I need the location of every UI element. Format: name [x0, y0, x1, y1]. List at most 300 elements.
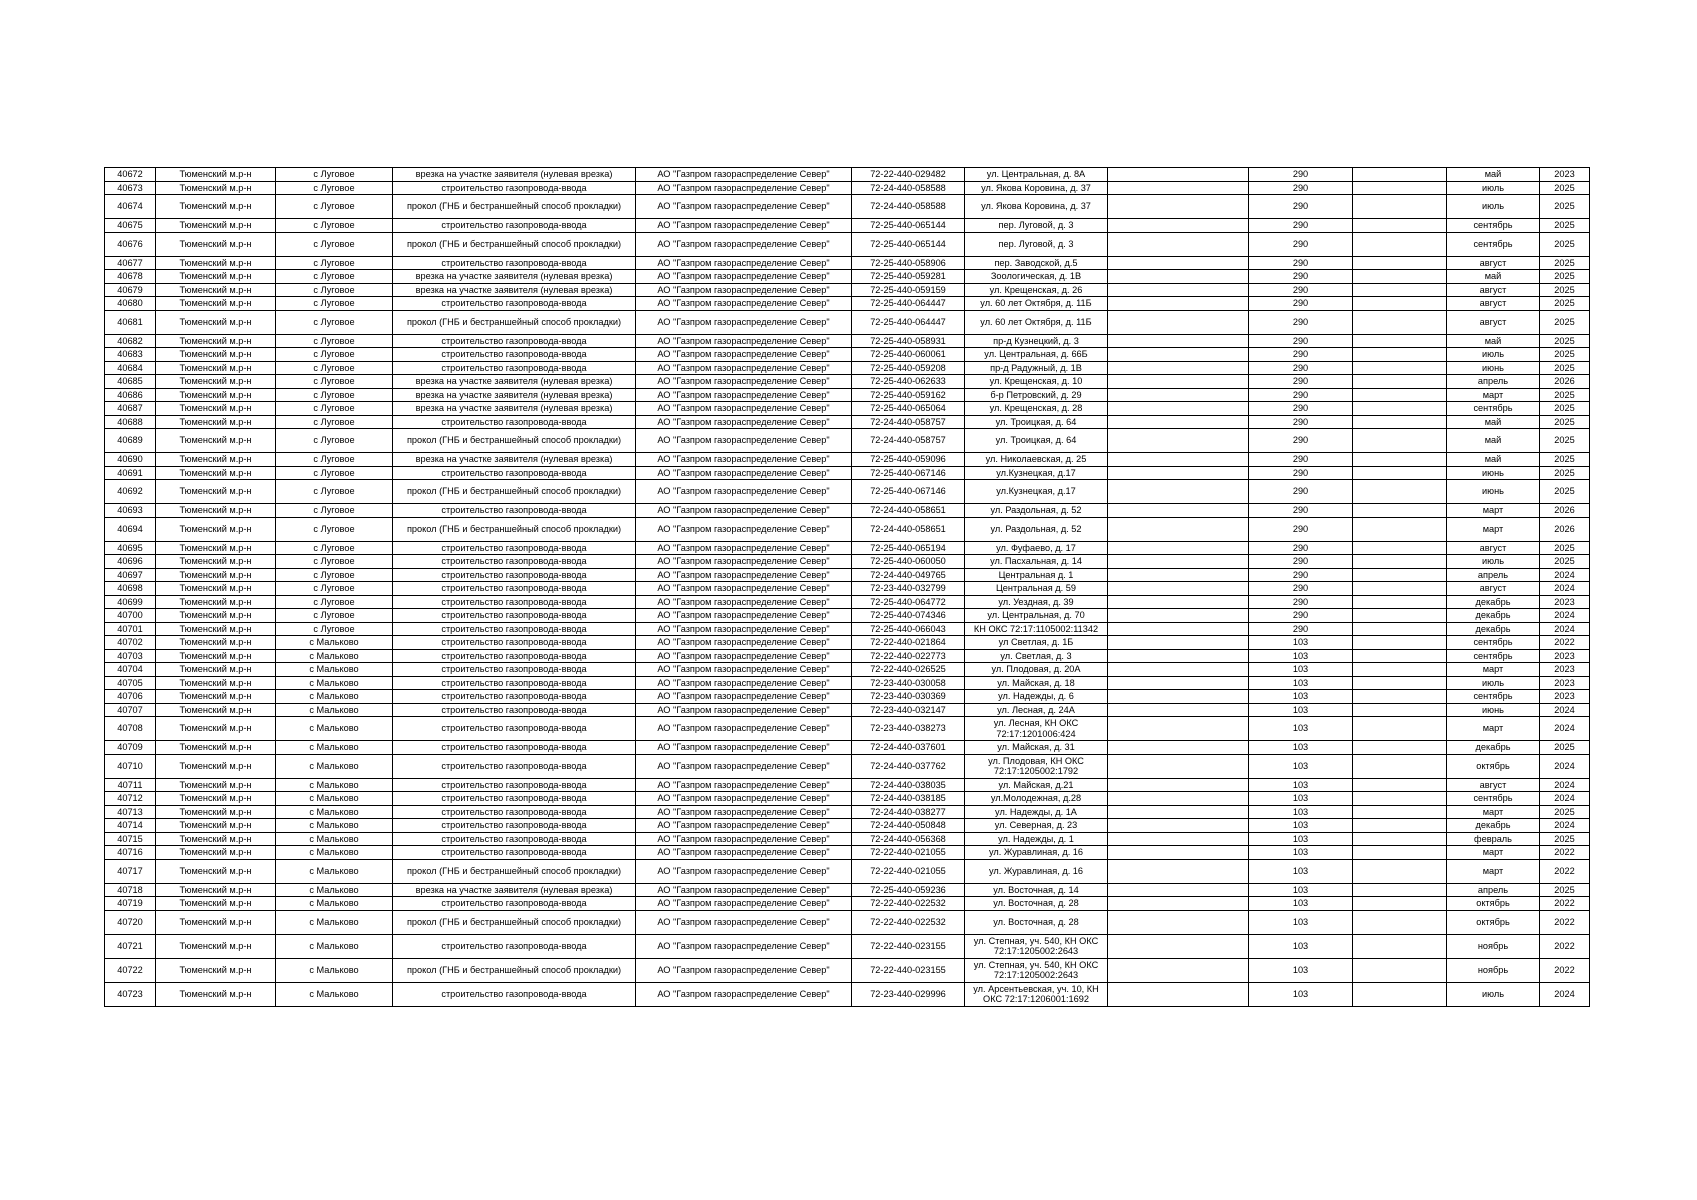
value-cell: 103 — [1249, 958, 1353, 982]
empty-cell — [1353, 859, 1447, 883]
work-type-cell: строительство газопровода-ввода — [393, 348, 636, 362]
district-cell: Тюменский м.р-н — [156, 232, 276, 256]
organization-cell: АО "Газпром газораспределение Север" — [636, 334, 852, 348]
year-cell: 2022 — [1540, 636, 1590, 650]
organization-cell: АО "Газпром газораспределение Север" — [636, 649, 852, 663]
address-cell: Центральная д. 59 — [965, 582, 1108, 596]
month-cell: июль — [1447, 195, 1540, 219]
table-row — [105, 703, 1590, 717]
settlement-cell: с Луговое — [276, 466, 393, 480]
id-cell: 40710 — [105, 754, 156, 778]
settlement-cell: с Луговое — [276, 297, 393, 311]
work-type-cell: врезка на участке заявителя (нулевая врезка) — [393, 402, 636, 416]
empty-cell — [1353, 466, 1447, 480]
request-code-cell: 72-24-440-058651 — [852, 504, 965, 518]
organization-cell: АО "Газпром газораспределение Север" — [636, 568, 852, 582]
table-row — [105, 219, 1590, 233]
request-code-cell: 72-24-440-058588 — [852, 195, 965, 219]
month-cell: сентябрь — [1447, 219, 1540, 233]
year-cell: 2024 — [1540, 582, 1590, 596]
table-row — [105, 568, 1590, 582]
year-cell: 2025 — [1540, 883, 1590, 897]
request-code-cell: 72-25-440-059281 — [852, 270, 965, 284]
settlement-cell: с Мальково — [276, 859, 393, 883]
work-type-cell: строительство газопровода-ввода — [393, 415, 636, 429]
empty-cell — [1353, 453, 1447, 467]
district-cell: Тюменский м.р-н — [156, 568, 276, 582]
id-cell: 40682 — [105, 334, 156, 348]
empty-cell — [1353, 982, 1447, 1006]
month-cell: август — [1447, 310, 1540, 334]
organization-cell: АО "Газпром газораспределение Север" — [636, 717, 852, 741]
work-type-cell: врезка на участке заявителя (нулевая врезка) — [393, 453, 636, 467]
id-cell: 40712 — [105, 792, 156, 806]
district-cell: Тюменский м.р-н — [156, 480, 276, 504]
table-row — [105, 819, 1590, 833]
request-code-cell: 72-25-440-059162 — [852, 388, 965, 402]
value-cell: 290 — [1249, 622, 1353, 636]
settlement-cell: с Мальково — [276, 649, 393, 663]
month-cell: июнь — [1447, 480, 1540, 504]
empty-cell — [1108, 310, 1249, 334]
month-cell: август — [1447, 283, 1540, 297]
work-type-cell: прокол (ГНБ и бестраншейный способ прокладки) — [393, 429, 636, 453]
value-cell: 103 — [1249, 832, 1353, 846]
id-cell: 40681 — [105, 310, 156, 334]
work-type-cell: прокол (ГНБ и бестраншейный способ прокладки) — [393, 480, 636, 504]
address-cell: ул. Степная, уч. 540, КН ОКС 72:17:1205002:2643 — [965, 934, 1108, 958]
month-cell: май — [1447, 415, 1540, 429]
district-cell: Тюменский м.р-н — [156, 402, 276, 416]
work-type-cell: врезка на участке заявителя (нулевая врезка) — [393, 883, 636, 897]
settlement-cell: с Луговое — [276, 504, 393, 518]
value-cell: 290 — [1249, 348, 1353, 362]
work-type-cell: врезка на участке заявителя (нулевая врезка) — [393, 270, 636, 284]
empty-cell — [1108, 361, 1249, 375]
id-cell: 40715 — [105, 832, 156, 846]
empty-cell — [1108, 676, 1249, 690]
table-row — [105, 663, 1590, 677]
settlement-cell: с Луговое — [276, 415, 393, 429]
work-type-cell: строительство газопровода-ввода — [393, 819, 636, 833]
id-cell: 40706 — [105, 690, 156, 704]
id-cell: 40699 — [105, 595, 156, 609]
organization-cell: АО "Газпром газораспределение Север" — [636, 703, 852, 717]
year-cell: 2025 — [1540, 195, 1590, 219]
organization-cell: АО "Газпром газораспределение Север" — [636, 819, 852, 833]
settlement-cell: с Мальково — [276, 676, 393, 690]
value-cell: 103 — [1249, 741, 1353, 755]
value-cell: 290 — [1249, 219, 1353, 233]
value-cell: 290 — [1249, 415, 1353, 429]
empty-cell — [1108, 819, 1249, 833]
address-cell: ул. Фуфаево, д. 17 — [965, 541, 1108, 555]
table-row — [105, 649, 1590, 663]
address-cell: ул. Восточная, д. 14 — [965, 883, 1108, 897]
year-cell: 2026 — [1540, 504, 1590, 518]
district-cell: Тюменский м.р-н — [156, 181, 276, 195]
month-cell: август — [1447, 541, 1540, 555]
table-row — [105, 466, 1590, 480]
settlement-cell: с Луговое — [276, 622, 393, 636]
value-cell: 103 — [1249, 676, 1353, 690]
table-row — [105, 859, 1590, 883]
request-code-cell: 72-23-440-038273 — [852, 717, 965, 741]
empty-cell — [1353, 568, 1447, 582]
year-cell: 2025 — [1540, 415, 1590, 429]
request-code-cell: 72-25-440-064447 — [852, 297, 965, 311]
settlement-cell: с Луговое — [276, 375, 393, 389]
empty-cell — [1353, 778, 1447, 792]
value-cell: 103 — [1249, 792, 1353, 806]
work-type-cell: прокол (ГНБ и бестраншейный способ прокладки) — [393, 859, 636, 883]
year-cell: 2023 — [1540, 168, 1590, 182]
empty-cell — [1353, 609, 1447, 623]
value-cell: 290 — [1249, 181, 1353, 195]
request-code-cell: 72-24-440-050848 — [852, 819, 965, 833]
year-cell: 2025 — [1540, 256, 1590, 270]
organization-cell: АО "Газпром газораспределение Север" — [636, 910, 852, 934]
id-cell: 40704 — [105, 663, 156, 677]
request-code-cell: 72-22-440-023155 — [852, 934, 965, 958]
empty-cell — [1108, 297, 1249, 311]
value-cell: 103 — [1249, 754, 1353, 778]
empty-cell — [1353, 334, 1447, 348]
organization-cell: АО "Газпром газораспределение Север" — [636, 846, 852, 860]
work-type-cell: строительство газопровода-ввода — [393, 256, 636, 270]
empty-cell — [1353, 256, 1447, 270]
value-cell: 290 — [1249, 232, 1353, 256]
work-type-cell: прокол (ГНБ и бестраншейный способ прокладки) — [393, 195, 636, 219]
id-cell: 40678 — [105, 270, 156, 284]
month-cell: август — [1447, 297, 1540, 311]
address-cell: ул. Пасхальная, д. 14 — [965, 555, 1108, 569]
month-cell: сентябрь — [1447, 636, 1540, 650]
district-cell: Тюменский м.р-н — [156, 334, 276, 348]
organization-cell: АО "Газпром газораспределение Север" — [636, 541, 852, 555]
empty-cell — [1108, 270, 1249, 284]
id-cell: 40709 — [105, 741, 156, 755]
organization-cell: АО "Газпром газораспределение Север" — [636, 690, 852, 704]
district-cell: Тюменский м.р-н — [156, 453, 276, 467]
organization-cell: АО "Газпром газораспределение Север" — [636, 517, 852, 541]
work-type-cell: строительство газопровода-ввода — [393, 741, 636, 755]
request-code-cell: 72-25-440-060050 — [852, 555, 965, 569]
month-cell: сентябрь — [1447, 402, 1540, 416]
organization-cell: АО "Газпром газораспределение Север" — [636, 663, 852, 677]
settlement-cell: с Луговое — [276, 181, 393, 195]
month-cell: октябрь — [1447, 897, 1540, 911]
empty-cell — [1108, 582, 1249, 596]
id-cell: 40692 — [105, 480, 156, 504]
empty-cell — [1353, 168, 1447, 182]
district-cell: Тюменский м.р-н — [156, 778, 276, 792]
id-cell: 40718 — [105, 883, 156, 897]
empty-cell — [1353, 741, 1447, 755]
district-cell: Тюменский м.р-н — [156, 754, 276, 778]
work-type-cell: прокол (ГНБ и бестраншейный способ прокладки) — [393, 517, 636, 541]
district-cell: Тюменский м.р-н — [156, 415, 276, 429]
empty-cell — [1108, 504, 1249, 518]
settlement-cell: с Мальково — [276, 690, 393, 704]
request-code-cell: 72-25-440-064447 — [852, 310, 965, 334]
year-cell: 2025 — [1540, 361, 1590, 375]
empty-cell — [1353, 846, 1447, 860]
empty-cell — [1108, 453, 1249, 467]
table-row — [105, 375, 1590, 389]
address-cell: ул. Крещенская, д. 28 — [965, 402, 1108, 416]
settlement-cell: с Луговое — [276, 256, 393, 270]
id-cell: 40707 — [105, 703, 156, 717]
empty-cell — [1108, 934, 1249, 958]
value-cell: 103 — [1249, 703, 1353, 717]
settlement-cell: с Мальково — [276, 897, 393, 911]
settlement-cell: с Мальково — [276, 792, 393, 806]
settlement-cell: с Луговое — [276, 402, 393, 416]
organization-cell: АО "Газпром газораспределение Север" — [636, 480, 852, 504]
empty-cell — [1353, 297, 1447, 311]
empty-cell — [1108, 555, 1249, 569]
settlement-cell: с Луговое — [276, 334, 393, 348]
empty-cell — [1353, 934, 1447, 958]
district-cell: Тюменский м.р-н — [156, 348, 276, 362]
empty-cell — [1108, 832, 1249, 846]
address-cell: ул. Крещенская, д. 26 — [965, 283, 1108, 297]
work-type-cell: строительство газопровода-ввода — [393, 649, 636, 663]
table-row — [105, 934, 1590, 958]
month-cell: ноябрь — [1447, 934, 1540, 958]
organization-cell: АО "Газпром газораспределение Север" — [636, 883, 852, 897]
year-cell: 2022 — [1540, 897, 1590, 911]
district-cell: Тюменский м.р-н — [156, 703, 276, 717]
settlement-cell: с Луговое — [276, 568, 393, 582]
empty-cell — [1108, 982, 1249, 1006]
settlement-cell: с Луговое — [276, 517, 393, 541]
id-cell: 40719 — [105, 897, 156, 911]
empty-cell — [1108, 334, 1249, 348]
district-cell: Тюменский м.р-н — [156, 897, 276, 911]
work-type-cell: строительство газопровода-ввода — [393, 703, 636, 717]
value-cell: 290 — [1249, 283, 1353, 297]
organization-cell: АО "Газпром газораспределение Север" — [636, 195, 852, 219]
month-cell: июль — [1447, 348, 1540, 362]
year-cell: 2023 — [1540, 690, 1590, 704]
table-row — [105, 388, 1590, 402]
id-cell: 40723 — [105, 982, 156, 1006]
year-cell: 2022 — [1540, 958, 1590, 982]
request-code-cell: 72-22-440-021864 — [852, 636, 965, 650]
year-cell: 2024 — [1540, 609, 1590, 623]
empty-cell — [1353, 582, 1447, 596]
request-code-cell: 72-23-440-032147 — [852, 703, 965, 717]
empty-cell — [1108, 568, 1249, 582]
address-cell: ул. Восточная, д. 28 — [965, 910, 1108, 934]
month-cell: апрель — [1447, 883, 1540, 897]
organization-cell: АО "Газпром газораспределение Север" — [636, 805, 852, 819]
empty-cell — [1108, 910, 1249, 934]
table-row — [105, 429, 1590, 453]
settlement-cell: с Луговое — [276, 541, 393, 555]
district-cell: Тюменский м.р-н — [156, 429, 276, 453]
work-type-cell: строительство газопровода-ввода — [393, 609, 636, 623]
month-cell: май — [1447, 270, 1540, 284]
district-cell: Тюменский м.р-н — [156, 805, 276, 819]
empty-cell — [1353, 883, 1447, 897]
empty-cell — [1353, 636, 1447, 650]
district-cell: Тюменский м.р-н — [156, 375, 276, 389]
table-row — [105, 741, 1590, 755]
month-cell: август — [1447, 778, 1540, 792]
year-cell: 2024 — [1540, 568, 1590, 582]
empty-cell — [1353, 622, 1447, 636]
empty-cell — [1353, 181, 1447, 195]
year-cell: 2024 — [1540, 717, 1590, 741]
value-cell: 290 — [1249, 402, 1353, 416]
settlement-cell: с Мальково — [276, 883, 393, 897]
table-row — [105, 361, 1590, 375]
organization-cell: АО "Газпром газораспределение Север" — [636, 595, 852, 609]
month-cell: март — [1447, 504, 1540, 518]
id-cell: 40721 — [105, 934, 156, 958]
value-cell: 290 — [1249, 555, 1353, 569]
empty-cell — [1108, 541, 1249, 555]
request-code-cell: 72-25-440-065064 — [852, 402, 965, 416]
empty-cell — [1353, 504, 1447, 518]
work-type-cell: строительство газопровода-ввода — [393, 897, 636, 911]
settlement-cell: с Мальково — [276, 846, 393, 860]
id-cell: 40708 — [105, 717, 156, 741]
empty-cell — [1108, 622, 1249, 636]
settlement-cell: с Луговое — [276, 195, 393, 219]
year-cell: 2025 — [1540, 453, 1590, 467]
organization-cell: АО "Газпром газораспределение Север" — [636, 609, 852, 623]
work-type-cell: строительство газопровода-ввода — [393, 219, 636, 233]
organization-cell: АО "Газпром газораспределение Север" — [636, 453, 852, 467]
address-cell: КН ОКС 72:17:1105002:11342 — [965, 622, 1108, 636]
month-cell: июль — [1447, 982, 1540, 1006]
organization-cell: АО "Газпром газораспределение Север" — [636, 897, 852, 911]
table-row — [105, 541, 1590, 555]
address-cell: ул. Якова Коровина, д. 37 — [965, 195, 1108, 219]
organization-cell: АО "Газпром газораспределение Север" — [636, 741, 852, 755]
request-code-cell: 72-25-440-065144 — [852, 232, 965, 256]
year-cell: 2023 — [1540, 595, 1590, 609]
district-cell: Тюменский м.р-н — [156, 649, 276, 663]
request-code-cell: 72-25-440-059159 — [852, 283, 965, 297]
table-row — [105, 690, 1590, 704]
empty-cell — [1108, 690, 1249, 704]
year-cell: 2022 — [1540, 859, 1590, 883]
table-row — [105, 846, 1590, 860]
year-cell: 2023 — [1540, 649, 1590, 663]
address-cell: ул. Плодовая, КН ОКС 72:17:1205002:1792 — [965, 754, 1108, 778]
year-cell: 2026 — [1540, 375, 1590, 389]
id-cell: 40672 — [105, 168, 156, 182]
empty-cell — [1108, 897, 1249, 911]
work-type-cell: врезка на участке заявителя (нулевая врезка) — [393, 375, 636, 389]
month-cell: июль — [1447, 181, 1540, 195]
request-code-cell: 72-25-440-064772 — [852, 595, 965, 609]
table-row — [105, 676, 1590, 690]
address-cell: пер. Луговой, д. 3 — [965, 232, 1108, 256]
work-type-cell: строительство газопровода-ввода — [393, 622, 636, 636]
month-cell: сентябрь — [1447, 792, 1540, 806]
month-cell: июнь — [1447, 703, 1540, 717]
empty-cell — [1353, 415, 1447, 429]
id-cell: 40714 — [105, 819, 156, 833]
request-code-cell: 72-24-440-038185 — [852, 792, 965, 806]
empty-cell — [1353, 595, 1447, 609]
district-cell: Тюменский м.р-н — [156, 819, 276, 833]
value-cell: 290 — [1249, 429, 1353, 453]
address-cell: ул. Лесная, д. 24А — [965, 703, 1108, 717]
work-type-cell: строительство газопровода-ввода — [393, 504, 636, 518]
table-row — [105, 168, 1590, 182]
organization-cell: АО "Газпром газораспределение Север" — [636, 348, 852, 362]
district-cell: Тюменский м.р-н — [156, 663, 276, 677]
table-row — [105, 582, 1590, 596]
settlement-cell: с Луговое — [276, 429, 393, 453]
address-cell: ул. Плодовая, д. 20А — [965, 663, 1108, 677]
district-cell: Тюменский м.р-н — [156, 676, 276, 690]
year-cell: 2025 — [1540, 541, 1590, 555]
id-cell: 40693 — [105, 504, 156, 518]
month-cell: декабрь — [1447, 595, 1540, 609]
id-cell: 40700 — [105, 609, 156, 623]
month-cell: март — [1447, 859, 1540, 883]
address-cell: ул. Журавлиная, д. 16 — [965, 846, 1108, 860]
empty-cell — [1353, 375, 1447, 389]
request-code-cell: 72-24-440-037762 — [852, 754, 965, 778]
year-cell: 2023 — [1540, 663, 1590, 677]
value-cell: 290 — [1249, 504, 1353, 518]
year-cell: 2024 — [1540, 792, 1590, 806]
district-cell: Тюменский м.р-н — [156, 934, 276, 958]
district-cell: Тюменский м.р-н — [156, 582, 276, 596]
year-cell: 2025 — [1540, 334, 1590, 348]
id-cell: 40683 — [105, 348, 156, 362]
year-cell: 2025 — [1540, 429, 1590, 453]
settlement-cell: с Мальково — [276, 819, 393, 833]
value-cell: 290 — [1249, 541, 1353, 555]
address-cell: ул.Кузнецкая, д.17 — [965, 480, 1108, 504]
id-cell: 40679 — [105, 283, 156, 297]
empty-cell — [1108, 283, 1249, 297]
table-row — [105, 792, 1590, 806]
empty-cell — [1353, 676, 1447, 690]
organization-cell: АО "Газпром газораспределение Север" — [636, 754, 852, 778]
empty-cell — [1108, 480, 1249, 504]
district-cell: Тюменский м.р-н — [156, 283, 276, 297]
request-code-cell: 72-23-440-030369 — [852, 690, 965, 704]
empty-cell — [1108, 609, 1249, 623]
address-cell: ул. Центральная, д. 70 — [965, 609, 1108, 623]
empty-cell — [1108, 429, 1249, 453]
table-row — [105, 195, 1590, 219]
settlement-cell: с Мальково — [276, 754, 393, 778]
value-cell: 290 — [1249, 388, 1353, 402]
year-cell: 2026 — [1540, 517, 1590, 541]
value-cell: 103 — [1249, 883, 1353, 897]
month-cell: март — [1447, 805, 1540, 819]
table-row — [105, 297, 1590, 311]
empty-cell — [1108, 754, 1249, 778]
empty-cell — [1353, 703, 1447, 717]
organization-cell: АО "Газпром газораспределение Север" — [636, 429, 852, 453]
organization-cell: АО "Газпром газораспределение Север" — [636, 256, 852, 270]
value-cell: 290 — [1249, 361, 1353, 375]
month-cell: август — [1447, 256, 1540, 270]
